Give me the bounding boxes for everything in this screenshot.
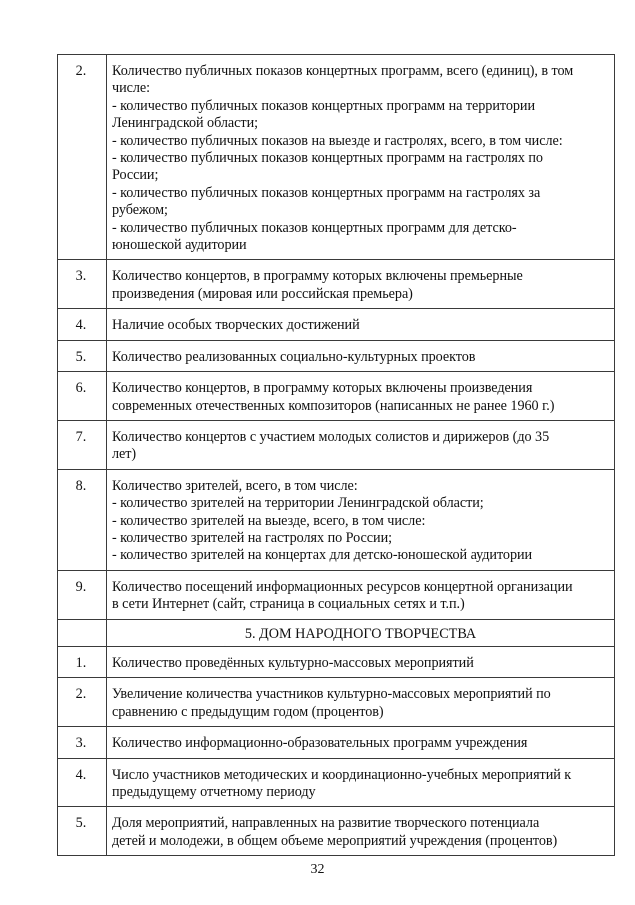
table-row bbox=[58, 309, 615, 340]
text-line: произведения (мировая или российская премьера) bbox=[112, 285, 413, 302]
table-row bbox=[58, 469, 615, 570]
text-line: Количество концертов с участием молодых солистов и дирижеров (до 35 bbox=[112, 428, 550, 445]
text-line: рубежом; bbox=[112, 202, 168, 219]
row-number: 3. bbox=[58, 260, 107, 309]
text-line: современных отечественных композиторов (написанных не ранее 1960 г.) bbox=[112, 397, 555, 414]
text-line: числе: bbox=[112, 80, 151, 97]
text-line: Ленинградской области; bbox=[112, 115, 258, 132]
text-line: Количество информационно-образовательных программ учреждения bbox=[112, 735, 528, 752]
indicator-text bbox=[107, 469, 615, 570]
indicator-text bbox=[107, 727, 615, 758]
row-number: 6. bbox=[58, 372, 107, 421]
section-header-row bbox=[58, 619, 615, 646]
text-line: Количество публичных показов концертных программ, всего (единиц), в том bbox=[112, 63, 574, 79]
text-line: - количество зрителей на территории Ленинградской области; bbox=[112, 495, 484, 512]
indicators-table bbox=[57, 54, 615, 856]
table-row bbox=[58, 55, 615, 260]
text-line: - количество зрителей на концертах для детско-юношеской аудитории bbox=[112, 547, 533, 564]
indicator-text bbox=[107, 678, 615, 727]
table-row bbox=[58, 807, 615, 856]
text-line: Количество посещений информационных ресурсов концертной организации bbox=[112, 578, 573, 595]
row-number: 9. bbox=[58, 570, 107, 619]
text-line: Количество реализованных социально-культурных проектов bbox=[112, 348, 476, 365]
row-number: 8. bbox=[58, 469, 107, 570]
text-line: в сети Интернет (сайт, страница в социальных сетях и т.п.) bbox=[112, 596, 465, 613]
table-row bbox=[58, 727, 615, 758]
text-line: Доля мероприятий, направленных на развитие творческого потенциала bbox=[112, 815, 540, 832]
row-number: 7. bbox=[58, 420, 107, 469]
table-row bbox=[58, 678, 615, 727]
table-row bbox=[58, 340, 615, 371]
section-number-cell bbox=[58, 619, 107, 646]
text-line: Количество проведённых культурно-массовых мероприятий bbox=[112, 654, 474, 671]
text-line: - количество публичных показов концертных программ на гастролях за bbox=[112, 184, 541, 201]
text-line: Количество зрителей, всего, в том числе: bbox=[112, 477, 358, 494]
table-row bbox=[58, 646, 615, 677]
indicator-text bbox=[107, 340, 615, 371]
table-row bbox=[58, 420, 615, 469]
text-line: - количество публичных показов концертных программ на территории bbox=[112, 97, 536, 114]
row-number: 1. bbox=[58, 646, 107, 677]
indicator-text bbox=[107, 758, 615, 807]
text-line: детей и молодежи, в общем объеме мероприятий учреждения (процентов) bbox=[112, 832, 558, 849]
text-line: сравнению с предыдущим годом (процентов) bbox=[112, 703, 384, 720]
text-line: - количество зрителей на гастролях по России; bbox=[112, 529, 393, 546]
indicator-text bbox=[107, 309, 615, 340]
text-line: - количество зрителей на выезде, всего, в том числе: bbox=[112, 512, 426, 529]
indicator-text bbox=[107, 260, 615, 309]
indicator-text bbox=[107, 570, 615, 619]
indicator-text bbox=[107, 807, 615, 856]
indicators-table-body bbox=[58, 55, 615, 856]
text-line: Число участников методических и координационно-учебных мероприятий к bbox=[112, 766, 572, 783]
text-line: предыдущему отчетному периоду bbox=[112, 784, 316, 800]
row-number: 5. bbox=[58, 807, 107, 856]
text-line: - количество публичных показов концертных программ для детско- bbox=[112, 219, 517, 236]
indicator-text bbox=[107, 420, 615, 469]
text-line: России; bbox=[112, 167, 159, 184]
text-line: лет) bbox=[112, 446, 137, 463]
indicator-text bbox=[107, 55, 615, 260]
text-line: Увеличение количества участников культурно-массовых мероприятий по bbox=[112, 686, 551, 703]
row-number: 3. bbox=[58, 727, 107, 758]
text-line: Количество концертов, в программу которых включены премьерные bbox=[112, 268, 523, 285]
table-row bbox=[58, 570, 615, 619]
row-number: 5. bbox=[58, 340, 107, 371]
indicator-text bbox=[107, 372, 615, 421]
text-line: - количество публичных показов на выезде и гастролях, всего, в том числе: bbox=[112, 132, 563, 149]
text-line: Количество концертов, в программу которых включены произведения bbox=[112, 380, 533, 397]
row-number: 2. bbox=[58, 55, 107, 260]
text-line: юношеской аудитории bbox=[112, 237, 247, 254]
table-row bbox=[58, 758, 615, 807]
row-number: 2. bbox=[58, 678, 107, 727]
indicator-text bbox=[107, 646, 615, 677]
row-number: 4. bbox=[58, 758, 107, 807]
row-number: 4. bbox=[58, 309, 107, 340]
table-row bbox=[58, 372, 615, 421]
text-line: - количество публичных показов концертных программ на гастролях по bbox=[112, 150, 543, 167]
text-line: Наличие особых творческих достижений bbox=[112, 317, 360, 334]
section-title: 5. ДОМ НАРОДНОГО ТВОРЧЕСТВА bbox=[107, 619, 615, 646]
page-number: 32 bbox=[310, 862, 325, 877]
table-row bbox=[58, 260, 615, 309]
